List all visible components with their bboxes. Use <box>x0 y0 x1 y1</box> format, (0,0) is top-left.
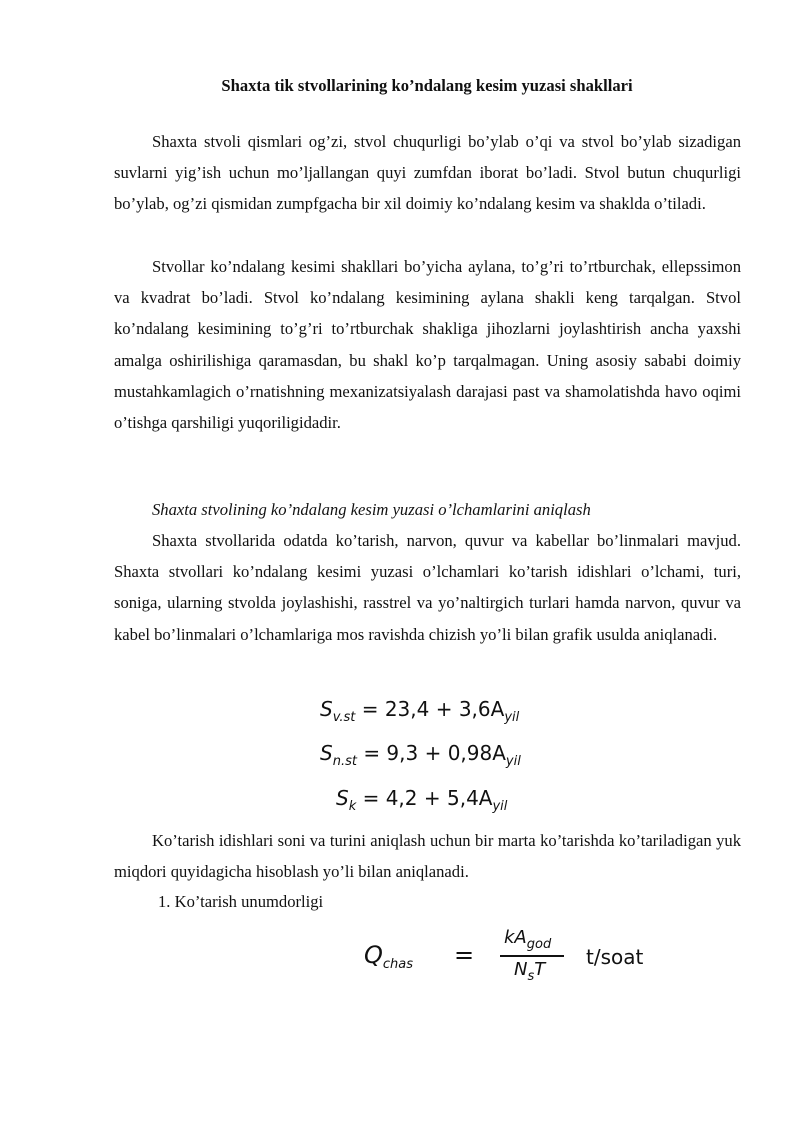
document-title: Shaxta tik stvollarining ko’ndalang kesim yuzasi shakllari <box>221 76 633 95</box>
fraction-bar <box>500 955 564 957</box>
paragraph-stvol-parts: Shaxta stvoli qismlari og’zi, stvol chuqurligi bo’ylab o’qi va stvol bo’ylab sizadigan suvlarni yig’ish uchun mo’ljallangan quyi zumfdan iborat bo’ladi. Stvol butun chuqurligi bo’ylab, og’zi qismidan zumpfgacha bir xil doimiy ko’ndalang kesim va shaklda o’tiladi. <box>114 132 741 214</box>
formula-hourly-productivity: $Q_{chas}$ = $kA_{god}$ $N_sT$ t/soat <box>364 927 644 984</box>
formula-n-st: $S_{n.st} = 9,3 + 0,98A_{yil}$ <box>320 741 521 769</box>
paragraph-cross-section-shapes: Stvollar ko’ndalang kesimi shakllari bo’yicha aylana, to’g’ri to’rtburchak, ellepssimon va kvadrat bo’ladi. Stvol ko’ndalang kesimining aylana shakli keng tarqalgan. Stvol ko’ndalang kesimining to’g’ri to’rtburchak shakliga jihozlarni joylashtirish ancha yaxshi amalga oshirilishiga qaramasdan, bu shakl ko’p tarqalmagan. Uning asosiy sababi doimiy mustahkamlagich o’rnatishning mexanizatsiyalash darajasi past va shamolatishda havo oqimi o’tishga qarshiligi yuqoriligidadir. <box>114 257 741 433</box>
formula-v-st: $S_{v.st} = 23,4 + 3,6A_{yil}$ <box>320 697 520 725</box>
paragraph-load-calculation: Ko’tarish idishlari soni va turini aniqlash uchun bir marta ko’tarishda ko’tariladigan yuk miqdori quyidagicha hisoblash yo’li bilan aniqlanadi. <box>114 831 741 882</box>
list-item-productivity: 1. Ko’tarish unumdorligi <box>158 892 324 911</box>
section-subheading: Shaxta stvolining ko’ndalang kesim yuzasi o’lchamlarini aniqlash <box>152 500 591 519</box>
unit-label: t/soat <box>586 945 644 969</box>
paragraph-compartments: Shaxta stvollarida odatda ko’tarish, narvon, quvur va kabellar bo’linmalari mavjud. Shaxta stvollari ko’ndalang kesimi yuzasi o’lchamlari ko’tarish idishlari o’lchami, turi, soniga, ularning stvolda joylashishi, rasstrel va yo’naltirgich turlari hamda narvon, quvur va kabel bo’linmalari o’lchamlariga mos ravishda chizish yo’li bilan grafik usulda aniqlanadi. <box>114 531 741 644</box>
formula-k: $S_k = 4,2 + 5,4A_{yil}$ <box>336 786 508 814</box>
